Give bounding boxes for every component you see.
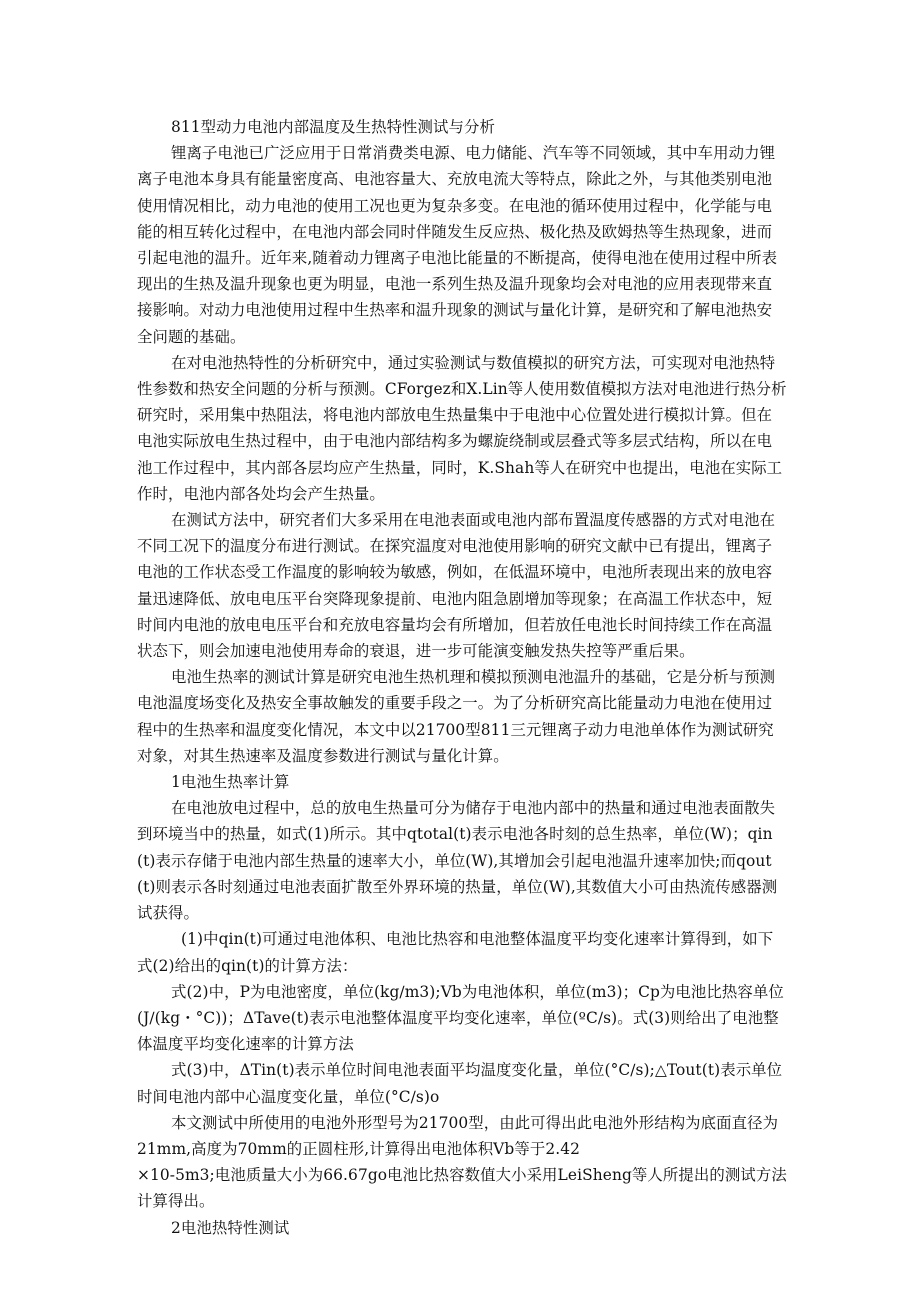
paragraph-thermal-analysis-methods: 在对电池热特性的分析研究中，通过实验测试与数值模拟的研究方法，可实现对电池热特性参数和热安全问题的分析与预测。CForgez和X.Lin等人使用数值模拟方法对电池进行热分析研究时，采用集中热阻法，将电池内部放电生热量集中于电池中心位置处进行模拟计算。但在电池实际放电生热过程中，由于电池内部结构多为螺旋绕制或层叠式等多层式结构，所以在电池工作过程中，其内部各层均应产生热量，同时，K.Shah等人在研究中也提出，电池在实际工作时，电池内部各处均会产生热量。	[137, 353, 787, 503]
paragraph-formula-3-definitions: 式(3)中，ΔTin(t)表示单位时间电池表面平均温度变化量，单位(°C∕s);△Tout(t)表示单位时间电池内部中心温度变化量，单位(°C∕s)o	[137, 1061, 783, 1106]
paragraph-formula-2-definitions: 式(2)中，P为电池密度，单位(kg∕m3);Vb为电池体积，单位(m3)；Cp为电池比热容单位(J∕(kg・°C))；ΔTave(t)表示电池整体温度平均变化速率，单位(ºC∕s)。式(3)则给出了电池整体温度平均变化速率的计算方法	[137, 982, 784, 1054]
paragraph-discharge-heat: 在电池放电过程中，总的放电生热量可分为储存于电池内部中的热量和通过电池表面散失到环境当中的热量，如式(1)所示。其中qtotal(t)表示电池各时刻的总生热率，单位(W)；qin(t)表示存储于电池内部生热量的速率大小，单位(W),其增加会引起电池温升速率加快;而qout(t)则表示各时刻通过电池表面扩散至外界环境的热量，单位(W),其数值大小可由热流传感器测试获得。	[137, 799, 778, 923]
paragraph-qin-calculation: (1)中qin(t)可通过电池体积、电池比热容和电池整体温度平均变化速率计算得到，如下式(2)给出的qin(t)的计算方法：	[137, 930, 774, 975]
section-heading-2: 2电池热特性测试	[171, 1218, 290, 1237]
paragraph-intro-lithium-batteries: 锂离子电池已广泛应用于日常消费类电源、电力储能、汽车等不同领域，其中车用动力锂离子电池本身具有能量密度高、电池容量大、充放电流大等特点，除此之外，与其他类别电池使用情况相比，动力电池的使用工况也更为复杂多变。在电池的循环使用过程中，化学能与电能的相互转化过程中，在电池内部会同时伴随发生反应热、极化热及欧姆热等生热现象，进而引起电池的温升。近年来,随着动力锂离子电池比能量的不断提高，使得电池在使用过程中所表现出的生热及温升现象也更为明显，电池一系列生热及温升现象均会对电池的应用表现带来直接影响。对动力电池使用过程中生热率和温升现象的测试与量化计算，是研究和了解电池热安全问题的基础。	[137, 144, 778, 346]
document-title: 811型动力电池内部温度及生热特性测试与分析	[171, 118, 495, 136]
paragraph-testing-methods: 在测试方法中，研究者们大多采用在电池表面或电池内部布置温度传感器的方式对电池在不同工况下的温度分布进行测试。在探究温度对电池使用影响的研究文献中已有提出，锂离子电池的工作状态受工作温度的影响较为敏感，例如，在低温环境中，电池所表现出来的放电容量迅速降低、放电电压平台突降现象提前、电池内阻急剧增加等现象；在高温工作状态中，短时间内电池的放电电压平台和充放电容量均会有所增加，但若放任电池长时间持续工作在高温状态下，则会加速电池使用寿命的衰退，进一步可能演变触发热失控等严重后果。	[137, 511, 776, 661]
paragraph-heat-rate-basis: 电池生热率的测试计算是研究电池生热机理和模拟预测电池温升的基础，它是分析与预测电池温度场变化及热安全事故触发的重要手段之一。为了分析研究高比能量动力电池在使用过程中的生热率和温度变化情况，本文中以21700型811三元锂离子动力电池单体作为测试研究对象，对其生热速率及温度参数进行测试与量化计算。	[137, 668, 776, 765]
paragraph-battery-specification-line-2: ×10-5m3;电池质量大小为66.67go电池比热容数值大小采用LeiSheng等人所提出的测试方法计算得出。	[137, 1166, 787, 1211]
document-body	[137, 114, 787, 1241]
section-heading-1: 1电池生热率计算	[171, 773, 290, 792]
paragraph-battery-specification-line-1: 本文测试中所使用的电池外形型号为21700型，由此可得出此电池外形结构为底面直径为21mm,高度为70mm的正圆柱形,计算得出电池体积Vb等于2.42	[137, 1113, 779, 1158]
